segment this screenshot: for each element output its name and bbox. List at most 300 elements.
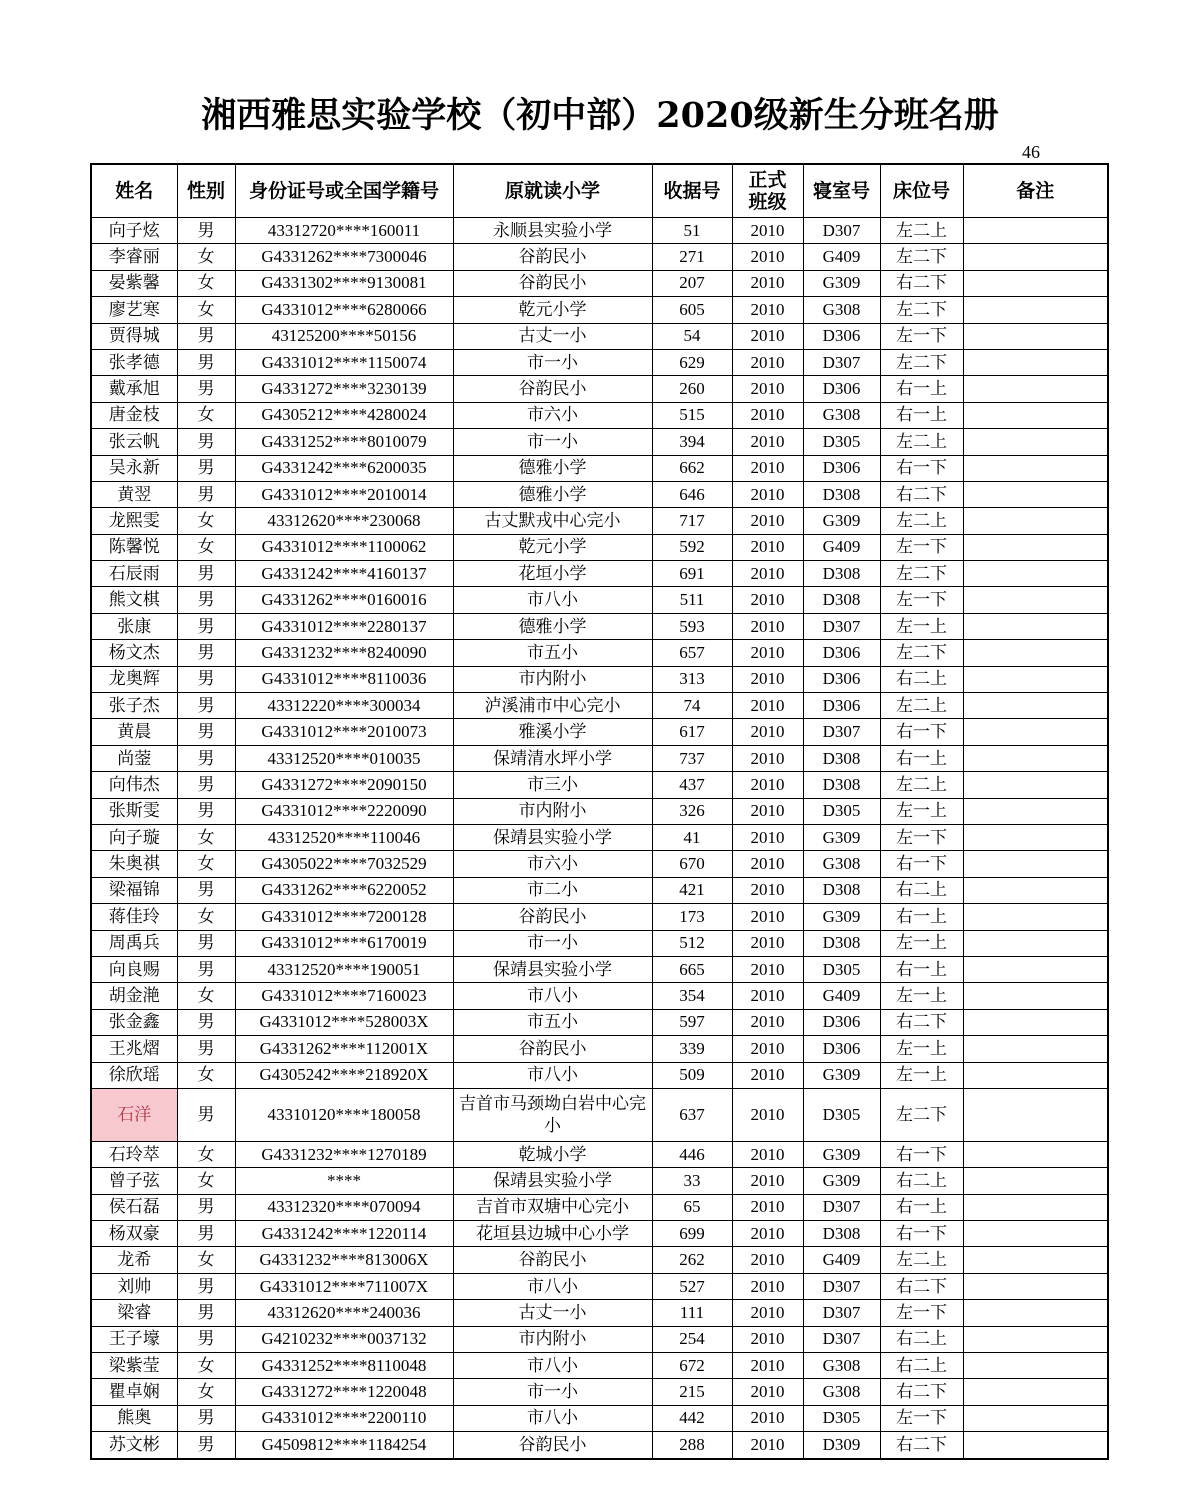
- cell-note: [963, 1194, 1108, 1220]
- cell-gender: 女: [177, 534, 235, 560]
- cell-dorm: G308: [803, 1353, 880, 1379]
- cell-note: [963, 244, 1108, 270]
- cell-note: [963, 376, 1108, 402]
- cell-dorm: G409: [803, 534, 880, 560]
- cell-school: 市一小: [453, 429, 652, 455]
- cell-id: G4331232****813006X: [235, 1247, 453, 1273]
- cell-school: 乾元小学: [453, 297, 652, 323]
- cell-class: 2010: [732, 349, 803, 375]
- cell-class: 2010: [732, 1300, 803, 1326]
- cell-bed: 右一上: [880, 1194, 963, 1220]
- header-name: 姓名: [91, 164, 177, 218]
- cell-gender: 女: [177, 508, 235, 534]
- page-number: 46: [1022, 142, 1040, 162]
- cell-name: 张云帆: [91, 429, 177, 455]
- cell-dorm: G309: [803, 1062, 880, 1088]
- cell-id: 43312520****010035: [235, 745, 453, 771]
- cell-class: 2010: [732, 1168, 803, 1194]
- table-row: [91, 824, 1108, 850]
- cell-gender: 女: [177, 904, 235, 930]
- table-row: [91, 745, 1108, 771]
- cell-class: 2010: [732, 1194, 803, 1220]
- table-row: [91, 1379, 1108, 1405]
- cell-school: 乾城小学: [453, 1141, 652, 1167]
- cell-class: 2010: [732, 1247, 803, 1273]
- cell-name: 杨双豪: [91, 1221, 177, 1247]
- cell-dorm: D308: [803, 745, 880, 771]
- cell-name: 向子璇: [91, 824, 177, 850]
- cell-class: 2010: [732, 719, 803, 745]
- cell-bed: 左一下: [880, 1405, 963, 1431]
- table-row: [91, 244, 1108, 270]
- cell-class: 2010: [732, 851, 803, 877]
- cell-name: 王兆熠: [91, 1036, 177, 1062]
- cell-gender: 女: [177, 1353, 235, 1379]
- cell-id: G4331012****1150074: [235, 349, 453, 375]
- cell-name: 王子壕: [91, 1326, 177, 1352]
- cell-note: [963, 1353, 1108, 1379]
- cell-receipt: 421: [652, 877, 732, 903]
- cell-receipt: 605: [652, 297, 732, 323]
- cell-note: [963, 429, 1108, 455]
- cell-gender: 男: [177, 1432, 235, 1459]
- cell-class: 2010: [732, 1141, 803, 1167]
- cell-school: 保靖县实验小学: [453, 1168, 652, 1194]
- cell-dorm: G409: [803, 983, 880, 1009]
- table-row: [91, 481, 1108, 507]
- header-row: [91, 164, 1108, 218]
- cell-name: 苏文彬: [91, 1432, 177, 1459]
- cell-bed: 左二下: [880, 297, 963, 323]
- cell-note: [963, 1062, 1108, 1088]
- cell-class: 2010: [732, 481, 803, 507]
- cell-bed: 右一上: [880, 376, 963, 402]
- cell-school: 市八小: [453, 1353, 652, 1379]
- cell-gender: 女: [177, 270, 235, 296]
- cell-class: 2010: [732, 429, 803, 455]
- cell-name: 蒋佳玲: [91, 904, 177, 930]
- cell-school: 谷韵民小: [453, 244, 652, 270]
- table-row: [91, 508, 1108, 534]
- cell-class: 2010: [732, 772, 803, 798]
- cell-school: 花垣县边城中心小学: [453, 1221, 652, 1247]
- cell-gender: 男: [177, 1326, 235, 1352]
- cell-dorm: G308: [803, 1379, 880, 1405]
- cell-class: 2010: [732, 1432, 803, 1459]
- cell-bed: 左二下: [880, 640, 963, 666]
- cell-receipt: 527: [652, 1273, 732, 1299]
- cell-id: G4331012****2280137: [235, 613, 453, 639]
- cell-class: 2010: [732, 1353, 803, 1379]
- cell-name: 晏紫馨: [91, 270, 177, 296]
- cell-dorm: G409: [803, 244, 880, 270]
- cell-school: 永顺县实验小学: [453, 218, 652, 244]
- cell-note: [963, 402, 1108, 428]
- cell-bed: 左二下: [880, 561, 963, 587]
- cell-note: [963, 1247, 1108, 1273]
- cell-name: 向伟杰: [91, 772, 177, 798]
- cell-name: 朱奥祺: [91, 851, 177, 877]
- cell-gender: 男: [177, 1036, 235, 1062]
- cell-dorm: D308: [803, 587, 880, 613]
- cell-name: 尚蓥: [91, 745, 177, 771]
- cell-dorm: G309: [803, 1141, 880, 1167]
- cell-school: 德雅小学: [453, 613, 652, 639]
- cell-gender: 男: [177, 956, 235, 982]
- table-row: [91, 534, 1108, 560]
- cell-bed: 右二上: [880, 666, 963, 692]
- cell-note: [963, 851, 1108, 877]
- table-row: [91, 1194, 1108, 1220]
- cell-id: G4331232****8240090: [235, 640, 453, 666]
- table-row: [91, 429, 1108, 455]
- cell-gender: 女: [177, 1168, 235, 1194]
- cell-gender: 男: [177, 693, 235, 719]
- cell-id: G4331012****2010014: [235, 481, 453, 507]
- cell-class: 2010: [732, 1088, 803, 1141]
- cell-school: 保靖县实验小学: [453, 824, 652, 850]
- table-row: [91, 983, 1108, 1009]
- cell-name: 石辰雨: [91, 561, 177, 587]
- cell-dorm: D307: [803, 1326, 880, 1352]
- cell-name: 戴承旭: [91, 376, 177, 402]
- cell-receipt: 288: [652, 1432, 732, 1459]
- cell-name: 徐欣瑶: [91, 1062, 177, 1088]
- cell-school: 市一小: [453, 1379, 652, 1405]
- table-row: [91, 297, 1108, 323]
- cell-name: 廖艺寒: [91, 297, 177, 323]
- cell-note: [963, 587, 1108, 613]
- cell-class: 2010: [732, 798, 803, 824]
- cell-class: 2010: [732, 218, 803, 244]
- cell-bed: 右一上: [880, 956, 963, 982]
- cell-note: [963, 1221, 1108, 1247]
- cell-class: 2010: [732, 1273, 803, 1299]
- cell-dorm: D308: [803, 1221, 880, 1247]
- cell-gender: 男: [177, 1088, 235, 1141]
- table-row: [91, 455, 1108, 481]
- roster-table: [90, 163, 1109, 1460]
- cell-class: 2010: [732, 745, 803, 771]
- table-row: [91, 376, 1108, 402]
- cell-receipt: 597: [652, 1009, 732, 1035]
- cell-bed: 左一下: [880, 534, 963, 560]
- header-class: [732, 164, 803, 218]
- cell-dorm: G308: [803, 851, 880, 877]
- cell-dorm: D308: [803, 930, 880, 956]
- cell-name: 瞿卓娴: [91, 1379, 177, 1405]
- cell-receipt: 662: [652, 455, 732, 481]
- cell-class: 2010: [732, 561, 803, 587]
- cell-id: G4331272****2090150: [235, 772, 453, 798]
- cell-school: 谷韵民小: [453, 1247, 652, 1273]
- cell-name: 龙熙雯: [91, 508, 177, 534]
- cell-receipt: 313: [652, 666, 732, 692]
- table-row: [91, 930, 1108, 956]
- table-row: [91, 798, 1108, 824]
- cell-school: 市二小: [453, 877, 652, 903]
- cell-id: ****: [235, 1168, 453, 1194]
- cell-class: 2010: [732, 402, 803, 428]
- cell-school: 乾元小学: [453, 534, 652, 560]
- cell-receipt: 173: [652, 904, 732, 930]
- cell-receipt: 665: [652, 956, 732, 982]
- cell-gender: 男: [177, 1009, 235, 1035]
- cell-id: G4305242****218920X: [235, 1062, 453, 1088]
- cell-name: 张金鑫: [91, 1009, 177, 1035]
- cell-dorm: D306: [803, 1009, 880, 1035]
- table-row: [91, 1405, 1108, 1431]
- cell-class: 2010: [732, 376, 803, 402]
- cell-dorm: G309: [803, 508, 880, 534]
- cell-note: [963, 481, 1108, 507]
- cell-dorm: D308: [803, 877, 880, 903]
- cell-bed: 左二下: [880, 1088, 963, 1141]
- cell-receipt: 326: [652, 798, 732, 824]
- cell-receipt: 717: [652, 508, 732, 534]
- cell-school: 保靖县实验小学: [453, 956, 652, 982]
- cell-gender: 男: [177, 481, 235, 507]
- cell-class: 2010: [732, 640, 803, 666]
- cell-bed: 左二上: [880, 218, 963, 244]
- cell-name: 向良赐: [91, 956, 177, 982]
- cell-school: 市三小: [453, 772, 652, 798]
- cell-class: 2010: [732, 244, 803, 270]
- cell-note: [963, 613, 1108, 639]
- cell-id: G4331012****2220090: [235, 798, 453, 824]
- cell-receipt: 51: [652, 218, 732, 244]
- cell-gender: 女: [177, 983, 235, 1009]
- cell-note: [963, 561, 1108, 587]
- table-row: [91, 1353, 1108, 1379]
- cell-note: [963, 693, 1108, 719]
- cell-name: 胡金滟: [91, 983, 177, 1009]
- cell-gender: 女: [177, 824, 235, 850]
- cell-name: 黄晨: [91, 719, 177, 745]
- cell-note: [963, 983, 1108, 1009]
- cell-name: 李睿丽: [91, 244, 177, 270]
- cell-name: 张子杰: [91, 693, 177, 719]
- cell-dorm: G309: [803, 824, 880, 850]
- cell-gender: 女: [177, 1379, 235, 1405]
- cell-bed: 左一上: [880, 1062, 963, 1088]
- cell-bed: 左一下: [880, 824, 963, 850]
- cell-name: 贾得城: [91, 323, 177, 349]
- cell-name: 梁睿: [91, 1300, 177, 1326]
- cell-class: 2010: [732, 534, 803, 560]
- cell-note: [963, 323, 1108, 349]
- cell-dorm: D307: [803, 719, 880, 745]
- cell-gender: 女: [177, 1247, 235, 1273]
- cell-bed: 左二下: [880, 244, 963, 270]
- cell-id: G4331242****4160137: [235, 561, 453, 587]
- cell-gender: 女: [177, 1062, 235, 1088]
- cell-id: G4331012****6280066: [235, 297, 453, 323]
- cell-note: [963, 297, 1108, 323]
- table-row: [91, 1036, 1108, 1062]
- cell-bed: 右一上: [880, 402, 963, 428]
- cell-dorm: D307: [803, 349, 880, 375]
- cell-receipt: 515: [652, 402, 732, 428]
- cell-school: 市内附小: [453, 798, 652, 824]
- cell-name: 杨文杰: [91, 640, 177, 666]
- cell-gender: 男: [177, 772, 235, 798]
- cell-id: G4331242****1220114: [235, 1221, 453, 1247]
- cell-id: G4210232****0037132: [235, 1326, 453, 1352]
- cell-note: [963, 1379, 1108, 1405]
- cell-id: G4331012****7160023: [235, 983, 453, 1009]
- cell-gender: 女: [177, 297, 235, 323]
- table-row: [91, 719, 1108, 745]
- cell-bed: 左二上: [880, 508, 963, 534]
- cell-bed: 右一下: [880, 455, 963, 481]
- cell-gender: 男: [177, 349, 235, 375]
- cell-gender: 男: [177, 455, 235, 481]
- cell-receipt: 593: [652, 613, 732, 639]
- table-row: [91, 693, 1108, 719]
- cell-bed: 左二上: [880, 1247, 963, 1273]
- header-bed: 床位号: [880, 164, 963, 218]
- cell-id: G4331252****8110048: [235, 1353, 453, 1379]
- cell-id: G4331012****8110036: [235, 666, 453, 692]
- cell-gender: 男: [177, 561, 235, 587]
- cell-bed: 左一上: [880, 930, 963, 956]
- cell-school: 市六小: [453, 851, 652, 877]
- cell-class: 2010: [732, 1062, 803, 1088]
- cell-id: 43312520****190051: [235, 956, 453, 982]
- cell-note: [963, 534, 1108, 560]
- table-row: [91, 270, 1108, 296]
- cell-dorm: D306: [803, 323, 880, 349]
- cell-gender: 男: [177, 640, 235, 666]
- table-row: [91, 956, 1108, 982]
- cell-id: 43312720****160011: [235, 218, 453, 244]
- cell-dorm: G308: [803, 297, 880, 323]
- cell-class: 2010: [732, 508, 803, 534]
- cell-class: 2010: [732, 693, 803, 719]
- cell-class: 2010: [732, 904, 803, 930]
- table-row: [91, 772, 1108, 798]
- cell-note: [963, 1273, 1108, 1299]
- cell-school: 市一小: [453, 930, 652, 956]
- cell-bed: 左一上: [880, 798, 963, 824]
- cell-class: 2010: [732, 270, 803, 296]
- header-dorm: 寝室号: [803, 164, 880, 218]
- cell-receipt: 354: [652, 983, 732, 1009]
- table-row: [91, 1062, 1108, 1088]
- table-row: [91, 1247, 1108, 1273]
- cell-dorm: G309: [803, 1168, 880, 1194]
- cell-note: [963, 1300, 1108, 1326]
- cell-class: 2010: [732, 824, 803, 850]
- cell-receipt: 629: [652, 349, 732, 375]
- cell-school: 德雅小学: [453, 481, 652, 507]
- cell-note: [963, 877, 1108, 903]
- cell-bed: 右一上: [880, 745, 963, 771]
- cell-school: 市八小: [453, 1405, 652, 1431]
- cell-id: 43312320****070094: [235, 1194, 453, 1220]
- cell-dorm: D307: [803, 1194, 880, 1220]
- cell-class: 2010: [732, 1036, 803, 1062]
- roster-body: [91, 218, 1108, 1459]
- cell-note: [963, 1432, 1108, 1459]
- cell-class: 2010: [732, 877, 803, 903]
- cell-note: [963, 1009, 1108, 1035]
- cell-school: 市五小: [453, 640, 652, 666]
- cell-dorm: D307: [803, 218, 880, 244]
- cell-name: 梁福锦: [91, 877, 177, 903]
- cell-receipt: 672: [652, 1353, 732, 1379]
- cell-gender: 男: [177, 613, 235, 639]
- cell-dorm: D305: [803, 798, 880, 824]
- cell-bed: 右二下: [880, 1009, 963, 1035]
- cell-gender: 男: [177, 798, 235, 824]
- cell-id: G4331012****1100062: [235, 534, 453, 560]
- header-id: 身份证号或全国学籍号: [235, 164, 453, 218]
- cell-id: G4331272****1220048: [235, 1379, 453, 1405]
- cell-receipt: 111: [652, 1300, 732, 1326]
- cell-note: [963, 640, 1108, 666]
- cell-note: [963, 956, 1108, 982]
- cell-school: 市内附小: [453, 1326, 652, 1352]
- cell-school: 市五小: [453, 1009, 652, 1035]
- cell-receipt: 737: [652, 745, 732, 771]
- cell-bed: 右二上: [880, 1168, 963, 1194]
- cell-gender: 男: [177, 719, 235, 745]
- table-row: [91, 640, 1108, 666]
- cell-name: 熊文棋: [91, 587, 177, 613]
- cell-id: G4331262****7300046: [235, 244, 453, 270]
- cell-class: 2010: [732, 956, 803, 982]
- cell-receipt: 670: [652, 851, 732, 877]
- cell-bed: 右二下: [880, 1379, 963, 1405]
- table-row: [91, 1141, 1108, 1167]
- cell-dorm: G308: [803, 402, 880, 428]
- cell-id: G4305022****7032529: [235, 851, 453, 877]
- cell-id: G4331012****528003X: [235, 1009, 453, 1035]
- cell-id: G4331232****1270189: [235, 1141, 453, 1167]
- cell-gender: 男: [177, 666, 235, 692]
- cell-dorm: D306: [803, 640, 880, 666]
- cell-bed: 左一下: [880, 587, 963, 613]
- cell-school: 谷韵民小: [453, 1432, 652, 1459]
- cell-name: 张康: [91, 613, 177, 639]
- cell-receipt: 215: [652, 1379, 732, 1405]
- cell-receipt: 446: [652, 1141, 732, 1167]
- cell-receipt: 262: [652, 1247, 732, 1273]
- cell-bed: 右一下: [880, 719, 963, 745]
- cell-dorm: D309: [803, 1432, 880, 1459]
- cell-school: 市一小: [453, 349, 652, 375]
- header-note: 备注: [963, 164, 1108, 218]
- cell-receipt: 33: [652, 1168, 732, 1194]
- cell-gender: 男: [177, 587, 235, 613]
- cell-gender: 男: [177, 1194, 235, 1220]
- header-school: 原就读小学: [453, 164, 652, 218]
- cell-receipt: 509: [652, 1062, 732, 1088]
- cell-note: [963, 218, 1108, 244]
- cell-name: 侯石磊: [91, 1194, 177, 1220]
- cell-id: G4331012****2010073: [235, 719, 453, 745]
- cell-note: [963, 508, 1108, 534]
- cell-receipt: 512: [652, 930, 732, 956]
- cell-dorm: D308: [803, 481, 880, 507]
- cell-class: 2010: [732, 455, 803, 481]
- cell-class: 2010: [732, 297, 803, 323]
- cell-dorm: D305: [803, 1405, 880, 1431]
- cell-class: 2010: [732, 1009, 803, 1035]
- cell-id: G4331252****8010079: [235, 429, 453, 455]
